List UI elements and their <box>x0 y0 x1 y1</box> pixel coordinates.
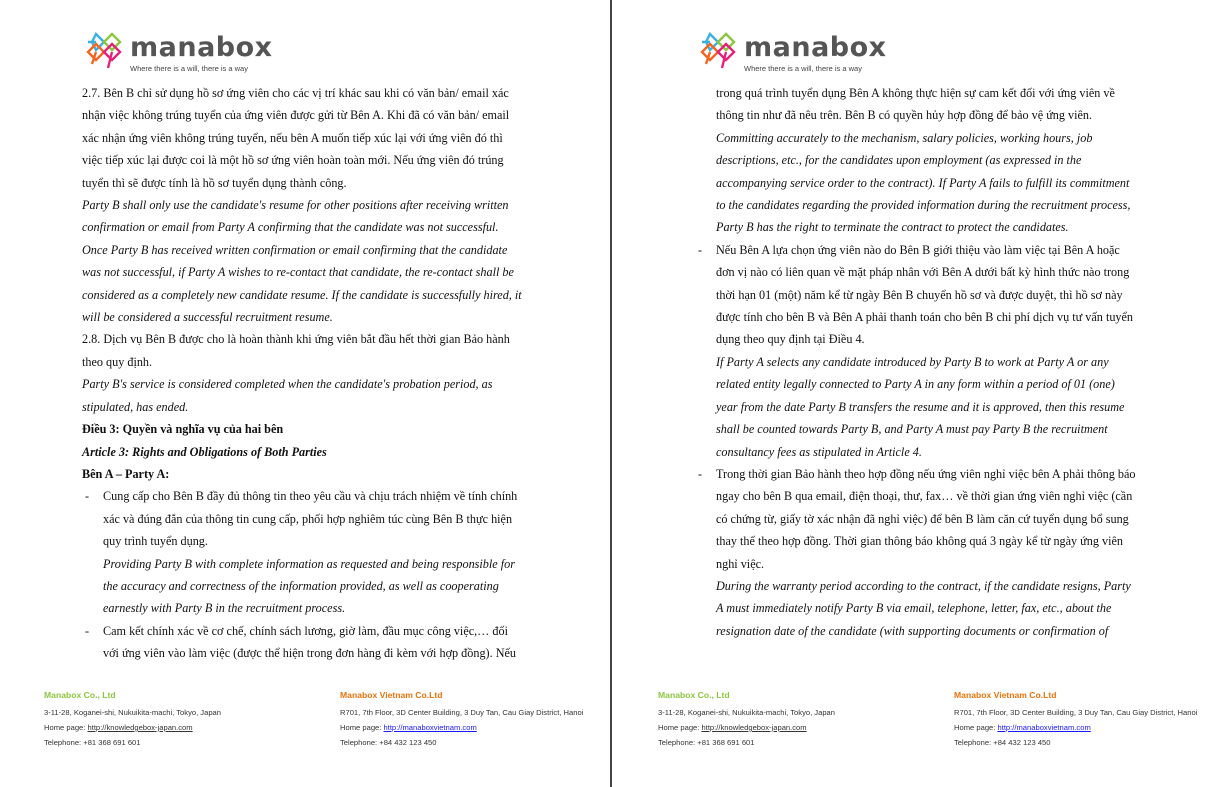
paragraph-line: thông tin như đã nêu trên. Bên B có quyền hủy hợp đồng để bảo vệ ứng viên. <box>716 108 1093 123</box>
english-translation-line: will be considered a successful recruitment resume. <box>82 310 333 325</box>
bullet-dash-icon: - <box>85 489 90 504</box>
english-translation-line: considered as a completely new candidate resume. If the candidate is successfully hired, it <box>82 287 522 302</box>
paragraph-line: 2.8. Dịch vụ Bên B được cho là hoàn thành khi ứng viên bắt đầu hết thời gian Bảo hành <box>82 332 510 347</box>
bullet-item <box>695 239 1196 261</box>
bullet-text: Cam kết chính xác về cơ chế, chính sách lương, giờ làm, đầu mục công việc,… đối <box>103 623 508 638</box>
footer-japan-homepage <box>658 723 908 732</box>
page-body-text <box>82 82 562 665</box>
paragraph-line: việc tiếp xúc lại được coi là một hồ sơ ứng viên hoàn toàn mới. Nếu ứng viên đó trúng <box>82 153 504 168</box>
english-translation-line: related entity legally connected to Party A in any form within a period of 01 (one) <box>716 377 1115 392</box>
footer-japan-office <box>658 690 908 753</box>
paragraph-line: đơn vị nào có liên quan về mặt pháp nhân với Bên A dưới bất kỳ hình thức nào trong <box>716 265 1130 280</box>
logo-wordmark: manabox <box>130 32 273 63</box>
footer-japan-homepage <box>44 723 294 732</box>
footer-vietnam-title: Manabox Vietnam Co.Ltd <box>954 690 1057 700</box>
english-translation-line: resignation date of the candidate (with supporting documents or confirmation of <box>716 623 1109 638</box>
manabox-flower-icon <box>696 30 740 74</box>
logo-tagline: Where there is a will, there is a way <box>130 64 248 73</box>
homepage-link-japan[interactable]: http://knowledgebox-japan.com <box>87 723 193 732</box>
english-translation-line: accompanying service order to the contract). If Party A fails to fulfill its commitment <box>716 175 1130 190</box>
footer-japan-telephone: Telephone: +81 368 691 601 <box>44 738 141 747</box>
english-translation-line: A must immediately notify Party B via email, telephone, letter, fax, etc., about the <box>716 601 1112 616</box>
english-translation-line: During the warranty period according to the contract, if the candidate resigns, Party <box>716 578 1131 593</box>
english-translation-line: If Party A selects any candidate introduced by Party B to work at Party A or any <box>716 354 1109 369</box>
bullet-item <box>695 463 1196 485</box>
footer-vietnam-office <box>954 690 1204 753</box>
manabox-logo <box>82 30 273 74</box>
english-translation-line: shall be counted towards Party B, and Party A must pay Party B the recruitment <box>716 422 1108 437</box>
paragraph-line: xác nhận ứng viên không trúng tuyển, nếu bên A muốn tiếp xúc lại với ứng viên đó thì <box>82 130 503 145</box>
english-translation-line: confirmation or email from Party A confirming that the candidate was not successful. <box>82 220 499 235</box>
paragraph-line: nhận việc không trúng tuyển của ứng viên được gửi từ Bên A. Khi đã có văn bản/ email <box>82 108 510 123</box>
paragraph-line: thời hạn 01 (một) năm kể từ ngày Bên B chuyển hồ sơ và được duyệt, thì hồ sơ này <box>716 287 1123 302</box>
paragraph-line: 2.7. Bên B chỉ sử dụng hồ sơ ứng viên cho các vị trí khác sau khi có văn bản/ email xác <box>82 86 509 100</box>
english-translation-line: stipulated, has ended. <box>82 399 189 414</box>
english-translation-line: Party B shall only use the candidate's resume for other positions after receiving written <box>82 198 509 213</box>
bullet-text: Nếu Bên A lựa chọn ứng viên nào do Bên B giới thiệu vào làm việc tại Bên A hoặc <box>716 242 1120 257</box>
section-heading: Bên A – Party A: <box>82 466 170 481</box>
footer-japan-title: Manabox Co., Ltd <box>44 690 116 700</box>
footer-japan-address: 3-11-28, Koganei-shi, Nukuikita-machi, Tokyo, Japan <box>658 708 835 717</box>
footer-japan-address: 3-11-28, Koganei-shi, Nukuikita-machi, Tokyo, Japan <box>44 708 221 717</box>
english-translation-line: was not successful, if Party A wishes to re-contact that candidate, the re-contact shall be <box>82 265 514 280</box>
paragraph-line: trong quá trình tuyển dụng Bên A không thực hiện sự cam kết đối với ứng viên về <box>716 86 1115 100</box>
paragraph-line: dụng theo quy định tại Điều 4. <box>716 332 865 347</box>
bullet-continuation: quy trình tuyển dụng. <box>103 534 208 549</box>
bullet-translation-line: the accuracy and correctness of the information provided, as well as cooperating <box>103 578 499 593</box>
page-body-text <box>698 82 1196 642</box>
paragraph-line: thay thế theo hợp đồng. Thời gian thông báo không quá 3 ngày kể từ ngày ứng viên <box>716 534 1124 549</box>
paragraph-line: theo quy định. <box>82 354 153 369</box>
section-heading: Điều 3: Quyền và nghĩa vụ của hai bên <box>82 422 284 437</box>
homepage-label: Home page: <box>954 723 998 732</box>
homepage-label: Home page: <box>44 723 88 732</box>
footer-vietnam-title: Manabox Vietnam Co.Ltd <box>340 690 443 700</box>
bullet-continuation: xác và đúng đắn của thông tin cung cấp, phối hợp nghiêm túc cùng Bên B thực hiện <box>103 511 513 526</box>
english-translation-line: consultancy fees as stipulated in Article 4. <box>716 444 922 459</box>
english-translation-line: year from the date Party B transfers the resume and it is approved, then this resume <box>716 399 1125 414</box>
homepage-link-vietnam[interactable]: http://manaboxvietnam.com <box>997 723 1091 732</box>
bullet-translation-line: earnestly with Party B in the recruitment process. <box>103 601 346 616</box>
footer-vietnam-telephone: Telephone: +84 432 123 450 <box>954 738 1051 747</box>
bullet-text: Cung cấp cho Bên B đầy đủ thông tin theo yêu cầu và chịu trách nhiệm về tính chính <box>103 489 518 504</box>
logo-tagline: Where there is a will, there is a way <box>744 64 862 73</box>
homepage-label: Home page: <box>658 723 702 732</box>
paragraph-line: nghỉ việc. <box>716 556 765 571</box>
bullet-translation-line: Providing Party B with complete information as requested and being responsible for <box>103 556 515 571</box>
footer-vietnam-office <box>340 690 590 753</box>
bullet-item <box>82 620 562 642</box>
footer-vietnam-homepage <box>340 723 590 732</box>
homepage-link-vietnam[interactable]: http://manaboxvietnam.com <box>383 723 477 732</box>
footer-vietnam-telephone: Telephone: +84 432 123 450 <box>340 738 437 747</box>
footer-vietnam-homepage <box>954 723 1204 732</box>
manabox-logo <box>696 30 887 74</box>
footer-japan-office <box>44 690 294 753</box>
english-translation-line: to the candidates regarding the provided information during the recruitment process, <box>716 198 1131 213</box>
homepage-link-japan[interactable]: http://knowledgebox-japan.com <box>701 723 807 732</box>
english-translation-line: Party B has the right to terminate the contract to protect the candidates. <box>716 220 1069 235</box>
english-translation-line: Once Party B has received written confirmation or email confirming that the candidate <box>82 242 508 257</box>
bullet-item <box>82 485 562 507</box>
paragraph-line: có chứng từ, giấy tờ xác nhận đã nghỉ việc) để bên B làm căn cứ tuyển dụng bổ sung <box>716 511 1129 526</box>
footer-vietnam-address: R701, 7th Floor, 3D Center Building, 3 Duy Tan, Cau Giay District, Hanoi <box>340 708 584 717</box>
manabox-flower-icon <box>82 30 126 74</box>
bullet-dash-icon: - <box>85 623 90 638</box>
paragraph-line: được tính cho bên B và Bên A phải thanh toán cho bên B chi phí dịch vụ tư vấn tuyển <box>716 310 1134 325</box>
bullet-continuation: với ứng viên vào làm việc (được thể hiện trong đơn hàng đi kèm với hợp đồng). Nếu <box>103 646 517 661</box>
footer-japan-title: Manabox Co., Ltd <box>658 690 730 700</box>
bullet-text: Trong thời gian Bảo hành theo hợp đồng nếu ứng viên nghỉ việc bên A phải thông báo <box>716 466 1136 481</box>
paragraph-line: tuyển thì sẽ được tính là hồ sơ tuyển dụng thành công. <box>82 175 347 190</box>
document-page-left <box>0 0 610 787</box>
bullet-dash-icon: - <box>698 466 703 481</box>
paragraph-line: ngay cho bên B qua email, điện thoại, thư, fax… về thời gian ứng viên nghỉ việc (cần <box>716 489 1133 504</box>
logo-wordmark: manabox <box>744 32 887 63</box>
english-translation-line: descriptions, etc., for the candidates upon employment (as expressed in the <box>716 153 1082 168</box>
section-heading-english: Article 3: Rights and Obligations of Both Parties <box>82 444 327 459</box>
footer-japan-telephone: Telephone: +81 368 691 601 <box>658 738 755 747</box>
document-page-right <box>612 0 1222 787</box>
english-translation-line: Committing accurately to the mechanism, salary policies, working hours, job <box>716 130 1093 145</box>
footer-vietnam-address: R701, 7th Floor, 3D Center Building, 3 Duy Tan, Cau Giay District, Hanoi <box>954 708 1198 717</box>
bullet-dash-icon: - <box>698 242 703 257</box>
english-translation-line: Party B's service is considered completed when the candidate's probation period, as <box>82 377 493 392</box>
homepage-label: Home page: <box>340 723 384 732</box>
